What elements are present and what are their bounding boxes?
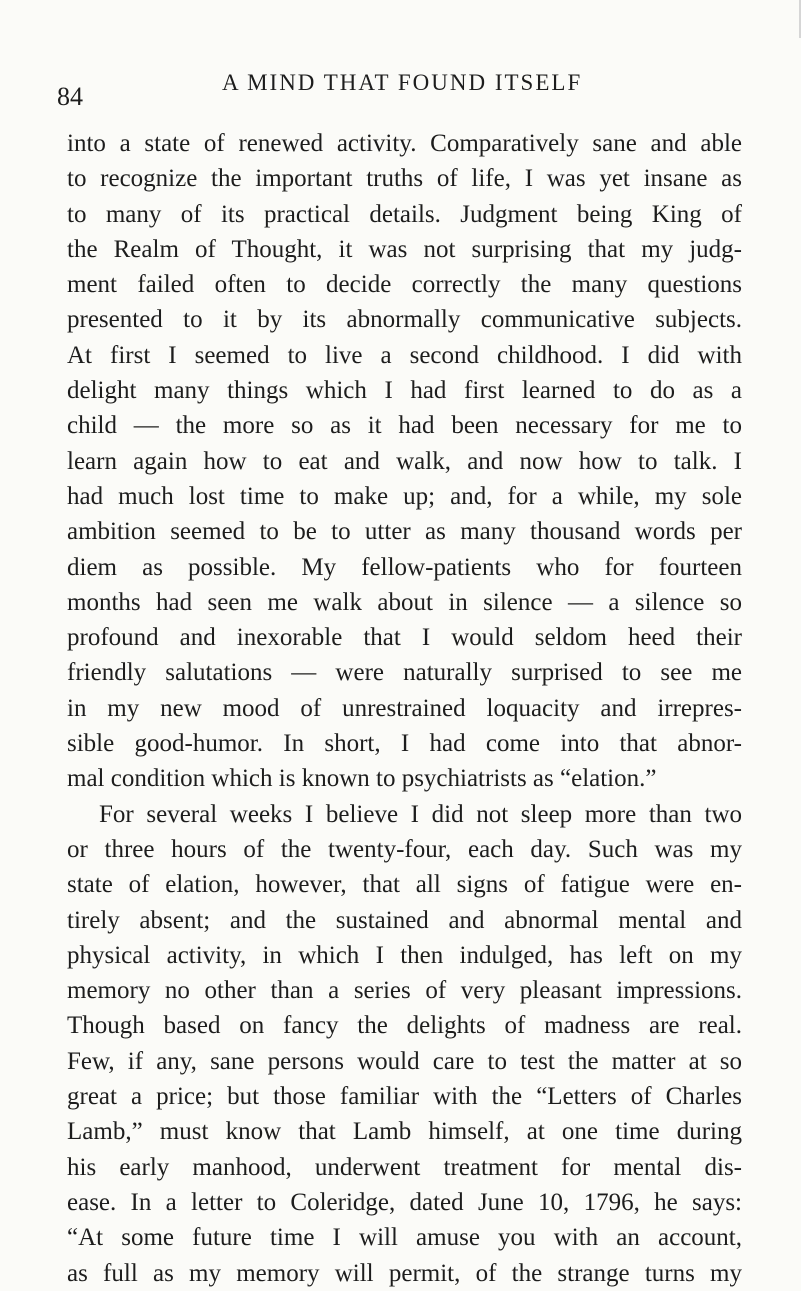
text-line: his early manhood, underwent treatment for mental dis- bbox=[67, 1153, 742, 1181]
text-line: Lamb,” must know that Lamb himself, at one time during bbox=[67, 1118, 742, 1146]
text-line: to recognize the important truths of life, I was yet insane as bbox=[67, 165, 742, 193]
text-line: delight many things which I had first learned to do as a bbox=[67, 377, 742, 405]
text-line: mal condition which is known to psychiatrists as “elation.” bbox=[67, 765, 657, 793]
text-line: diem as possible. My fellow-patients who for fourteen bbox=[67, 553, 742, 581]
text-line: sible good-humor. In short, I had come into that abnor- bbox=[67, 730, 742, 758]
text-line: friendly salutations — were naturally surprised to see me bbox=[67, 659, 742, 687]
text-line: Few, if any, sane persons would care to test the matter at so bbox=[67, 1047, 742, 1075]
text-line: great a price; but those familiar with the “Letters of Charles bbox=[67, 1083, 742, 1111]
page-number: 84 bbox=[57, 82, 83, 111]
text-line: profound and inexorable that I would seldom heed their bbox=[67, 624, 742, 652]
text-line: “At some future time I will amuse you with an account, bbox=[67, 1224, 742, 1252]
text-line: state of elation, however, that all signs of fatigue were en- bbox=[67, 871, 742, 899]
text-line: ment failed often to decide correctly the many questions bbox=[67, 271, 742, 299]
text-line: tirely absent; and the sustained and abnormal mental and bbox=[67, 906, 742, 934]
text-line: Though based on fancy the delights of madness are real. bbox=[67, 1012, 742, 1040]
text-line: into a state of renewed activity. Comparatively sane and able bbox=[67, 130, 742, 157]
text-line: the Realm of Thought, it was not surprising that my judg- bbox=[67, 235, 742, 263]
text-line: or three hours of the twenty-four, each day. Such was my bbox=[67, 835, 742, 863]
text-line: memory no other than a series of very pleasant impressions. bbox=[67, 977, 742, 1005]
text-line: to many of its practical details. Judgment being King of bbox=[67, 200, 742, 228]
running-title: A MIND THAT FOUND ITSELF bbox=[222, 70, 583, 95]
body-text bbox=[67, 126, 742, 1291]
text-line: learn again how to eat and walk, and now how to talk. I bbox=[67, 447, 742, 475]
text-line: physical activity, in which I then indulged, has left on my bbox=[67, 941, 742, 969]
text-line: ambition seemed to be to utter as many thousand words per bbox=[67, 518, 742, 546]
text-line: in my new mood of unrestrained loquacity and irrepres- bbox=[67, 694, 742, 722]
text-line: child — the more so as it had been necessary for me to bbox=[67, 412, 742, 440]
text-line: months had seen me walk about in silence — a silence so bbox=[67, 588, 742, 616]
text-line: as full as my memory will permit, of the strange turns my bbox=[67, 1259, 742, 1287]
text-line: At first I seemed to live a second childhood. I did with bbox=[67, 341, 742, 369]
text-line: ease. In a letter to Coleridge, dated June 10, 1796, he says: bbox=[67, 1188, 742, 1216]
text-line-paragraph-start: For several weeks I believe I did not sleep more than two bbox=[99, 800, 742, 828]
text-line: presented to it by its abnormally communicative subjects. bbox=[67, 306, 742, 334]
text-line: had much lost time to make up; and, for a while, my sole bbox=[67, 482, 742, 510]
